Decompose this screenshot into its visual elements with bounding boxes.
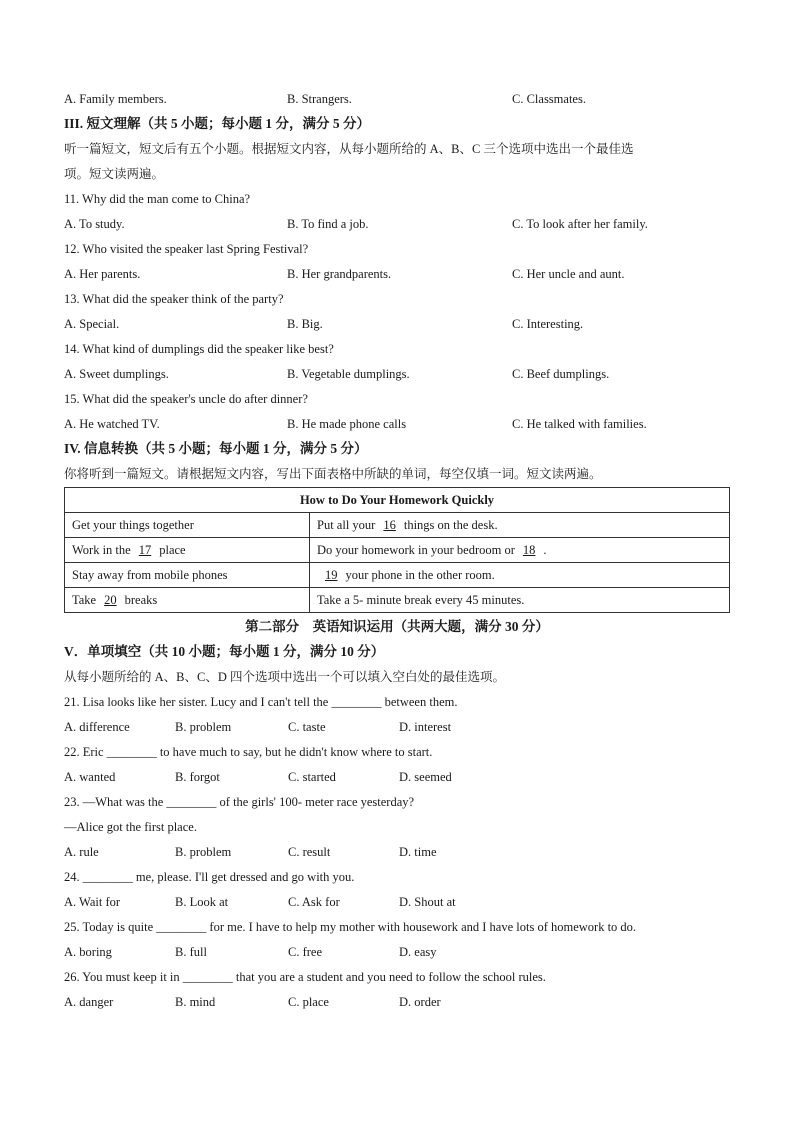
question-11: 11. Why did the man come to China? xyxy=(64,192,251,206)
cell-text: Do your homework in your bedroom or xyxy=(317,542,515,557)
option-a: A. Family members. xyxy=(64,92,167,106)
option-a: A. Her parents. xyxy=(64,267,141,281)
table-row xyxy=(65,588,730,613)
option-c: C. result xyxy=(288,845,331,859)
option-c: C. Her uncle and aunt. xyxy=(512,267,625,281)
option-a: A. difference xyxy=(64,720,130,734)
option-d: D. easy xyxy=(399,945,437,959)
table-cell xyxy=(65,563,310,588)
table-title: How to Do Your Homework Quickly xyxy=(65,488,730,513)
question-23: 23. —What was the ________ of the girls' 100- meter race yesterday? xyxy=(64,795,415,809)
cell-text: Take xyxy=(72,592,97,607)
table-cell xyxy=(310,563,730,588)
option-a: A. He watched TV. xyxy=(64,417,160,431)
option-b: B. To find a job. xyxy=(287,217,369,231)
option-a: A. Special. xyxy=(64,317,120,331)
section4-instruction: 你将听到一篇短文。请根据短文内容，写出下面表格中所缺的单词，每空仅填一词。短文读两遍。 xyxy=(64,467,602,481)
question-23-reply: —Alice got the first place. xyxy=(64,820,197,834)
table-cell xyxy=(65,588,310,613)
table-title-row xyxy=(65,488,730,513)
section5-instruction: 从每小题所给的 A、B、C、D 四个选项中选出一个可以填入空白处的最佳选项。 xyxy=(64,670,505,684)
section4-heading: IV. 信息转换（共 5 小题；每小题 1 分，满分 5 分） xyxy=(64,441,368,456)
option-b: B. problem xyxy=(175,720,232,734)
question-25: 25. Today is quite ________ for me. I have to help my mother with housework and I have lots of homework to do. xyxy=(64,920,637,934)
option-b: B. Look at xyxy=(175,895,229,909)
option-b: B. Big. xyxy=(287,317,323,331)
option-b: B. Strangers. xyxy=(287,92,352,106)
question-14: 14. What kind of dumplings did the speaker like best? xyxy=(64,342,334,356)
question-26: 26. You must keep it in ________ that you are a student and you need to follow the school rules. xyxy=(64,970,546,984)
cell-text: breaks xyxy=(124,592,158,607)
option-d: D. seemed xyxy=(399,770,452,784)
part2-heading: 第二部分 英语知识运用（共两大题，满分 30 分） xyxy=(245,619,549,634)
table-cell xyxy=(65,513,310,538)
cell-text: your phone in the other room. xyxy=(345,567,495,582)
option-b: B. mind xyxy=(175,995,216,1009)
option-c: C. place xyxy=(288,995,329,1009)
section3-instruction: 听一篇短文，短文后有五个小题。根据短文内容，从每小题所给的 A、B、C 三个选项中选出一个最佳选 xyxy=(64,142,634,156)
table-cell xyxy=(310,538,730,563)
section3-instruction-cont: 项。短文读两遍。 xyxy=(64,167,165,181)
cell-text: Take a 5- minute break every 45 minutes. xyxy=(317,592,525,607)
option-b: B. Vegetable dumplings. xyxy=(287,367,410,381)
option-c: C. taste xyxy=(288,720,326,734)
option-c: C. Classmates. xyxy=(512,92,586,106)
table-cell xyxy=(65,538,310,563)
section5-heading: V．单项填空（共 10 小题；每小题 1 分，满分 10 分） xyxy=(64,644,385,659)
table-cell xyxy=(310,513,730,538)
table-cell xyxy=(310,588,730,613)
option-c: C. started xyxy=(288,770,336,784)
option-a: A. danger xyxy=(64,995,114,1009)
option-b: B. forgot xyxy=(175,770,220,784)
cell-text: Stay away from mobile phones xyxy=(72,567,228,582)
answer-blank[interactable]: 17 xyxy=(138,542,152,557)
option-b: B. problem xyxy=(175,845,232,859)
table-row xyxy=(65,563,730,588)
question-22: 22. Eric ________ to have much to say, but he didn't know where to start. xyxy=(64,745,433,759)
option-a: A. Wait for xyxy=(64,895,121,909)
table-row xyxy=(65,513,730,538)
answer-blank[interactable]: 16 xyxy=(383,517,396,532)
cell-text: place xyxy=(159,542,186,557)
answer-blank[interactable]: 18 xyxy=(522,542,536,557)
cell-text: Get your things together xyxy=(72,517,194,532)
option-a: A. rule xyxy=(64,845,99,859)
question-13: 13. What did the speaker think of the party? xyxy=(64,292,284,306)
option-c: C. Beef dumplings. xyxy=(512,367,610,381)
option-b: B. full xyxy=(175,945,207,959)
option-a: A. To study. xyxy=(64,217,125,231)
option-b: B. He made phone calls xyxy=(287,417,407,431)
question-12: 12. Who visited the speaker last Spring Festival? xyxy=(64,242,309,256)
option-c: C. free xyxy=(288,945,323,959)
cell-text: . xyxy=(543,542,547,557)
option-d: D. Shout at xyxy=(399,895,456,909)
option-d: D. interest xyxy=(399,720,452,734)
question-15: 15. What did the speaker's uncle do after dinner? xyxy=(64,392,308,406)
info-table xyxy=(64,487,730,613)
table-row xyxy=(65,538,730,563)
option-c: C. Interesting. xyxy=(512,317,584,331)
cell-text: Work in the xyxy=(72,542,131,557)
option-d: D. time xyxy=(399,845,437,859)
question-21: 21. Lisa looks like her sister. Lucy and I can't tell the ________ between them. xyxy=(64,695,458,709)
answer-blank[interactable]: 19 xyxy=(325,567,338,582)
option-a: A. boring xyxy=(64,945,112,959)
option-d: D. order xyxy=(399,995,441,1009)
option-c: C. To look after her family. xyxy=(512,217,648,231)
answer-blank[interactable]: 20 xyxy=(104,592,117,607)
option-b: B. Her grandparents. xyxy=(287,267,392,281)
question-24: 24. ________ me, please. I'll get dressed and go with you. xyxy=(64,870,355,884)
cell-text: things on the desk. xyxy=(403,517,498,532)
option-a: A. wanted xyxy=(64,770,116,784)
option-a: A. Sweet dumplings. xyxy=(64,367,169,381)
option-c: C. He talked with families. xyxy=(512,417,647,431)
cell-text: Put all your xyxy=(317,517,376,532)
section3-heading: III. 短文理解（共 5 小题；每小题 1 分，满分 5 分） xyxy=(64,116,371,131)
option-c: C. Ask for xyxy=(288,895,340,909)
